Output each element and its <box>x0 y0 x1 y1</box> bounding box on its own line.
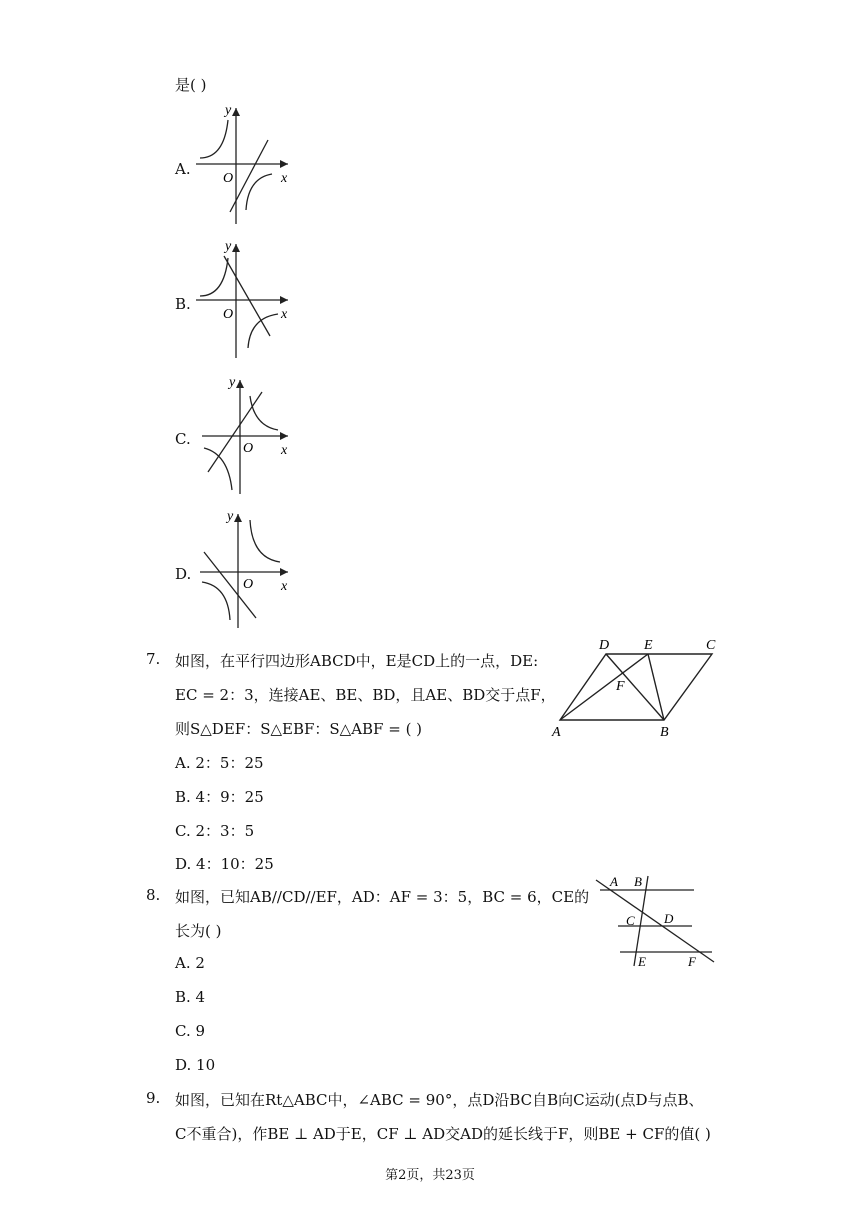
q8-number: 8. <box>146 886 161 904</box>
q8-line1: 如图，已知AB//CD//EF，AD：AF = 3：5，BC = 6，CE的 <box>175 888 590 906</box>
svg-text:y: y <box>225 239 232 254</box>
svg-text:x: x <box>281 443 288 458</box>
origin-label: O <box>223 171 234 186</box>
svg-text:D: D <box>664 911 674 926</box>
q7-option-a: A. 2：5：25 <box>175 754 264 772</box>
q7-line2: EC = 2：3，连接AE、BE、BD，且AE、BD交于点F， <box>175 686 556 704</box>
q6-option-a-graph <box>196 100 296 226</box>
q6-stem-tail: 是( ) <box>175 76 207 94</box>
q8-option-d: D. 10 <box>175 1056 216 1074</box>
q7-parallelogram-figure <box>548 634 724 740</box>
svg-text:E: E <box>644 638 653 653</box>
q9-line2: C不重合)，作BE ⊥ AD于E，CF ⊥ AD交AD的延长线于F，则BE + CF的值( ) <box>175 1125 711 1143</box>
svg-text:D: D <box>599 638 610 653</box>
svg-text:C: C <box>626 913 635 928</box>
q6-option-c-graph <box>196 372 296 498</box>
page-footer: 第2页，共23页 <box>385 1168 475 1183</box>
svg-text:y: y <box>227 509 234 524</box>
q7-option-d: D. 4：10：25 <box>175 855 274 873</box>
q6-option-b-graph <box>196 236 296 362</box>
svg-text:A: A <box>610 874 618 889</box>
q7-number: 7. <box>146 650 161 668</box>
q9-line1: 如图，已知在Rt△ABC中，∠ABC = 90°，点D沿BC自B向C运动(点D与点B、 <box>175 1091 704 1109</box>
q8-option-b: B. 4 <box>175 988 206 1006</box>
q7-option-b: B. 4：9：25 <box>175 788 264 806</box>
q7-line1: 如图，在平行四边形ABCD中，E是CD上的一点，DE: <box>175 652 539 670</box>
q8-option-a: A. 2 <box>175 954 205 972</box>
svg-text:E: E <box>638 954 646 969</box>
q6-option-d-graph <box>196 506 296 632</box>
q8-option-c: C. 9 <box>175 1022 206 1040</box>
q6-option-a-label: A. <box>175 160 191 178</box>
svg-text:x: x <box>281 579 288 594</box>
svg-text:O: O <box>243 441 254 456</box>
svg-text:F: F <box>688 954 696 969</box>
svg-text:x: x <box>281 307 288 322</box>
svg-text:A: A <box>552 725 561 740</box>
svg-text:O: O <box>223 307 234 322</box>
q6-option-d-label: D. <box>175 565 192 583</box>
q9-number: 9. <box>146 1089 161 1107</box>
q8-parallel-lines-figure <box>590 870 720 970</box>
q6-option-b-label: B. <box>175 295 191 313</box>
q8-line2: 长为( ) <box>175 922 222 940</box>
svg-text:F: F <box>616 679 625 694</box>
q7-option-c: C. 2：3：5 <box>175 822 255 840</box>
svg-text:O: O <box>243 577 254 592</box>
svg-text:C: C <box>706 638 716 653</box>
svg-text:y: y <box>229 375 236 390</box>
svg-text:B: B <box>660 725 669 740</box>
q7-line3: 则S△DEF：S△EBF：S△ABF = ( ) <box>175 720 423 738</box>
q6-option-c-label: C. <box>175 430 191 448</box>
axis-y-label: y <box>225 103 232 118</box>
svg-text:B: B <box>634 874 642 889</box>
axis-x-label: x <box>281 171 288 186</box>
